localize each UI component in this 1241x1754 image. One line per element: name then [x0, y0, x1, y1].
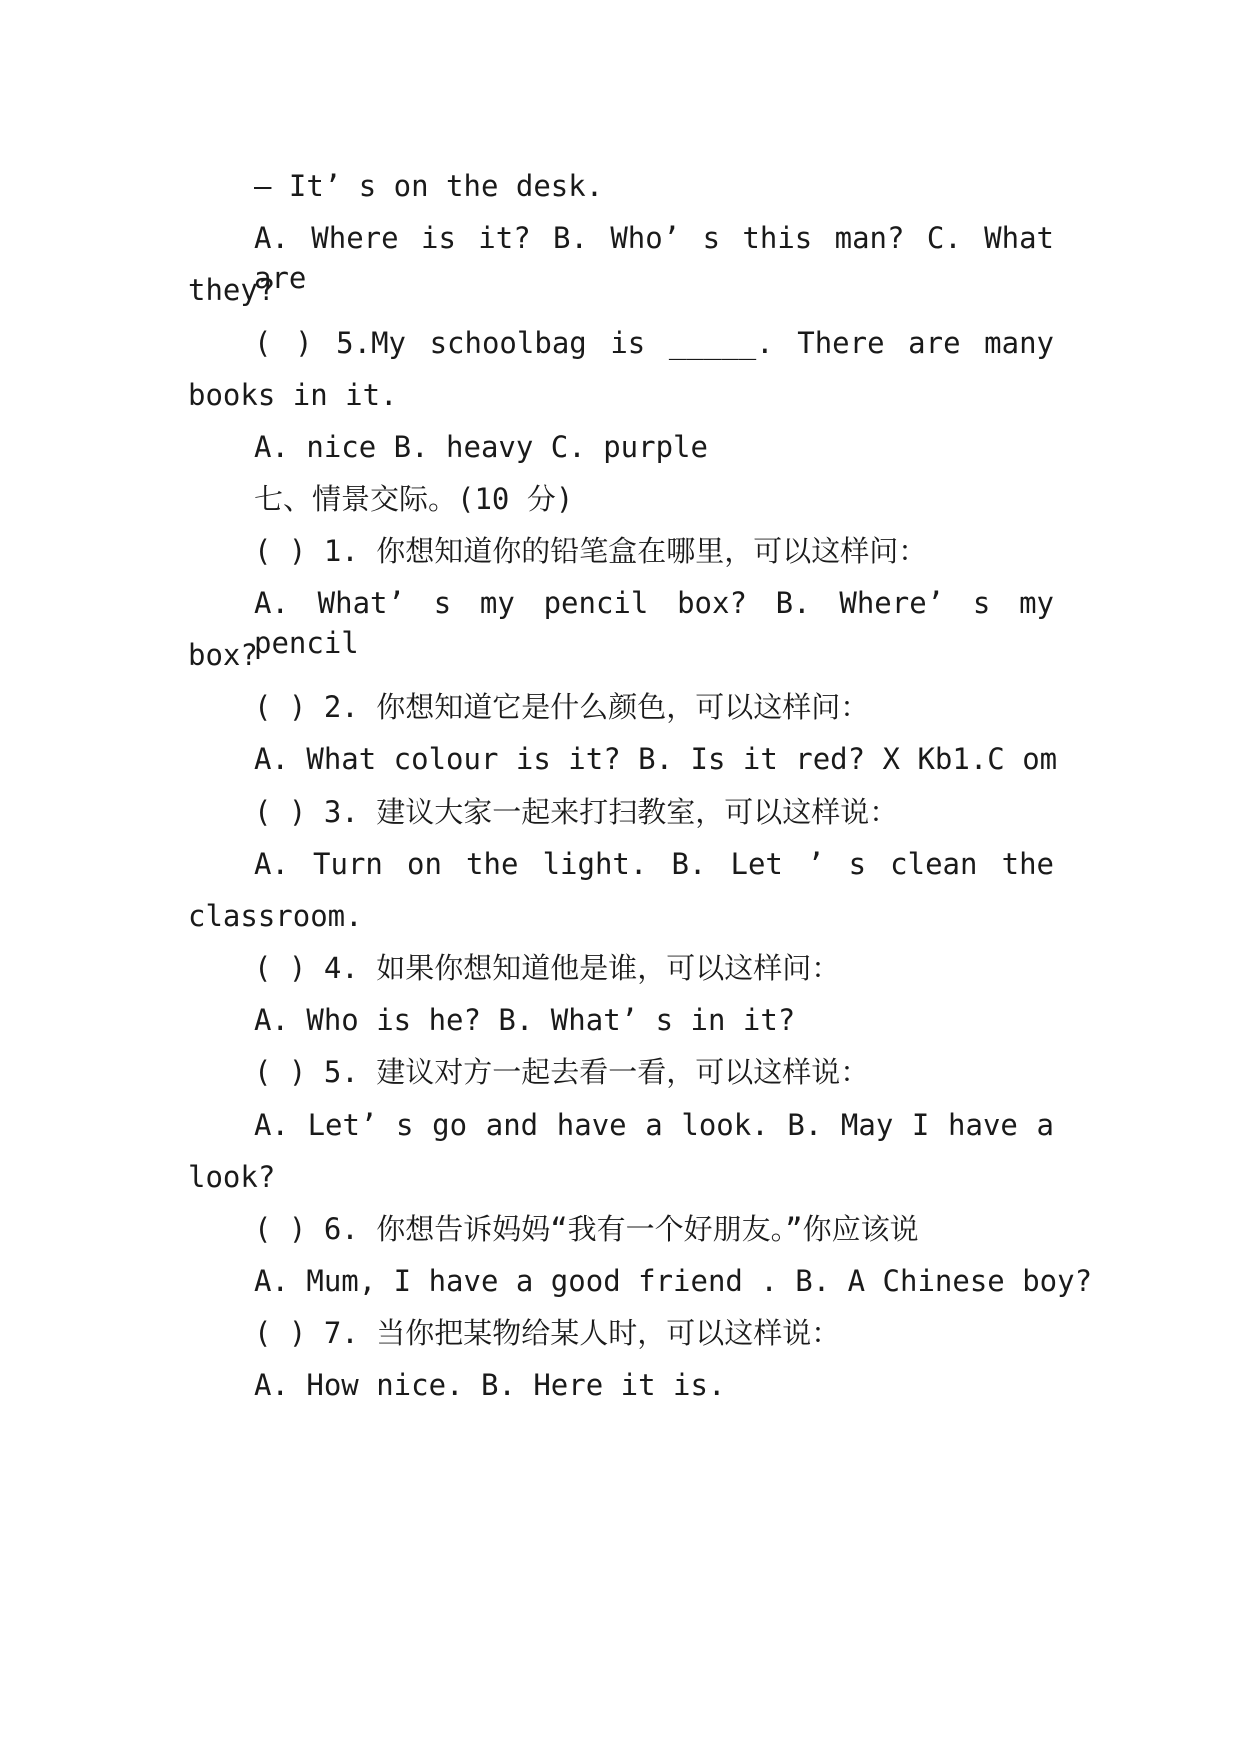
text-line-q4-options: A. Where is it? B. Who’ s this man? C. What are — [254, 221, 1054, 295]
text-line-answer-on-desk: — It’ s on the desk. — [254, 169, 604, 203]
section-heading-situational: 七、情景交际。(10 分) — [254, 482, 574, 516]
text-line-s5-options: A. Let’ s go and have a look. B. May I have a — [254, 1108, 1054, 1142]
text-line-s4-options: A. Who is he? B. What’ s in it? — [254, 1003, 796, 1037]
text-line-s4-question: ( ) 4. 如果你想知道他是谁，可以这样问： — [254, 951, 841, 985]
text-line-s1-options-cont: box? — [188, 638, 258, 672]
text-line-q4-options-cont: they? — [188, 273, 276, 307]
text-line-s5-options-cont: look? — [188, 1160, 276, 1194]
text-line-s6-options: A. Mum, I have a good friend . B. A Chinese boy? — [254, 1264, 1093, 1298]
text-line-s3-question: ( ) 3. 建议大家一起来打扫教室，可以这样说： — [254, 795, 899, 829]
text-line-s7-question: ( ) 7. 当你把某物给某人时，可以这样说： — [254, 1316, 841, 1350]
text-line-s1-options: A. What’ s my pencil box? B. Where’ s my pencil — [254, 586, 1054, 660]
text-line-s5-question: ( ) 5. 建议对方一起去看一看，可以这样说： — [254, 1055, 870, 1089]
text-line-q5-question-cont: books in it. — [188, 378, 398, 412]
text-line-s3-options-cont: classroom. — [188, 899, 363, 933]
text-line-s2-question: ( ) 2. 你想知道它是什么颜色，可以这样问： — [254, 690, 870, 724]
text-line-s1-question: ( ) 1. 你想知道你的铅笔盒在哪里，可以这样问： — [254, 534, 928, 568]
text-line-q5-options: A. nice B. heavy C. purple — [254, 430, 708, 464]
text-line-s6-question: ( ) 6. 你想告诉妈妈“我有一个好朋友。”你应该说 — [254, 1212, 919, 1246]
text-line-s7-options: A. How nice. B. Here it is. — [254, 1368, 726, 1402]
text-line-s3-options: A. Turn on the light. B. Let ’ s clean the — [254, 847, 1054, 881]
text-line-s2-options: A. What colour is it? B. Is it red? X Kb1.C om — [254, 742, 1058, 776]
text-line-q5-question: ( ) 5.My schoolbag is _____. There are many — [254, 326, 1054, 360]
